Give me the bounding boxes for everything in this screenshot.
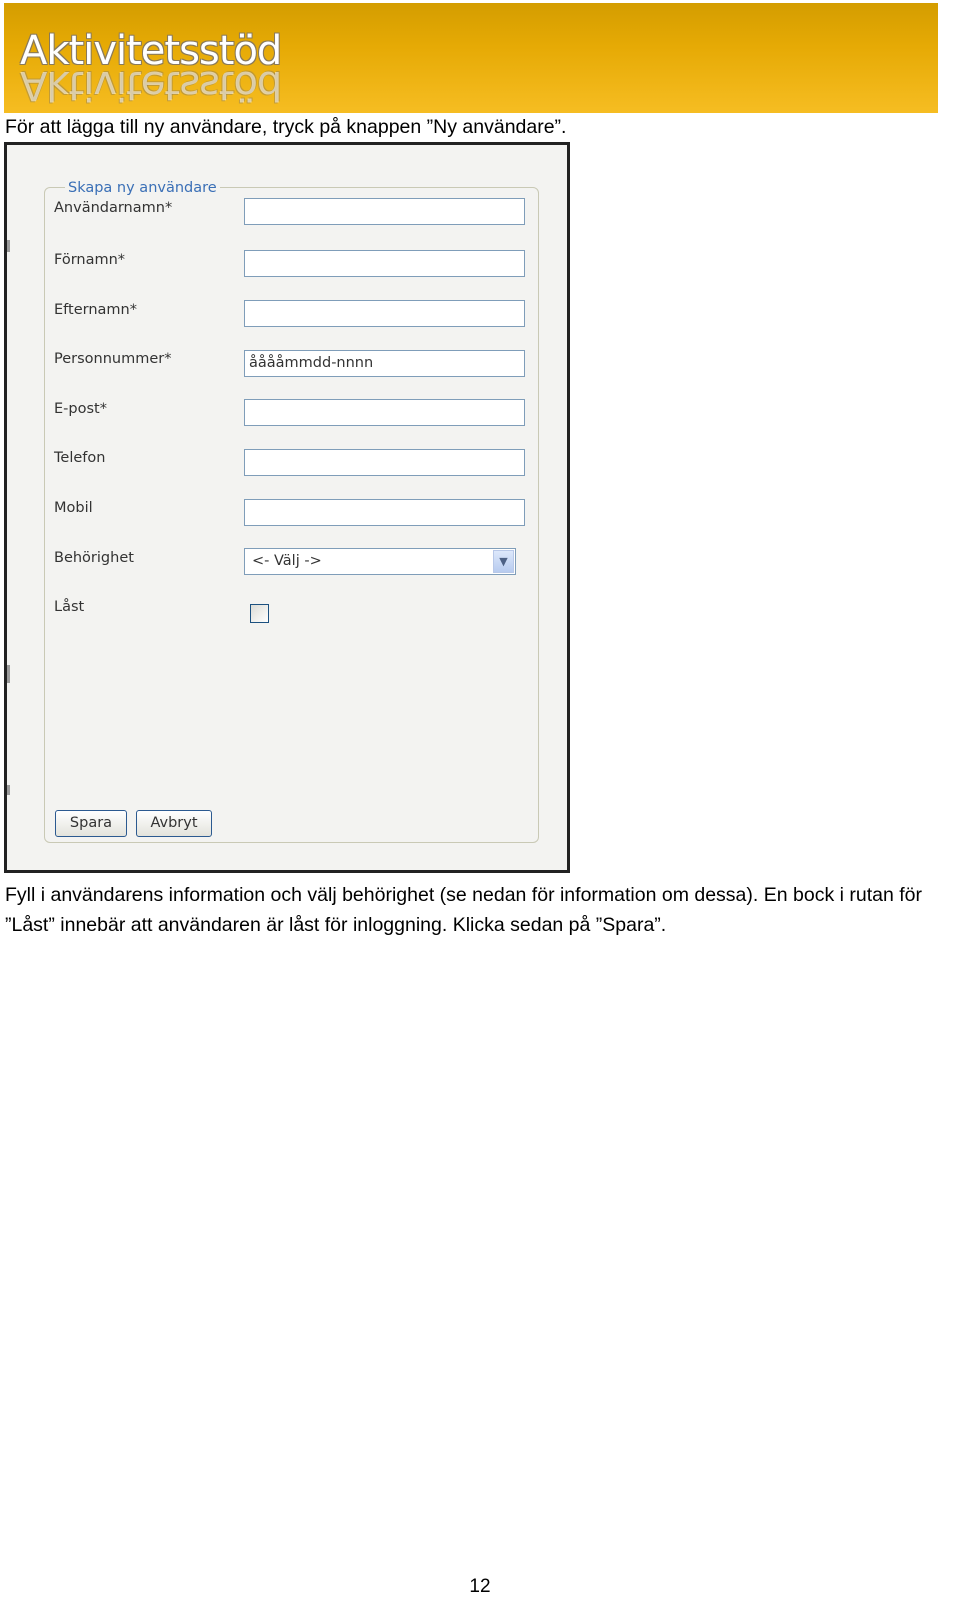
form-legend: Skapa ny användare [65, 180, 220, 196]
instructions-paragraph: Fyll i användarens information och välj behörighet (se nedan för information om dessa). En bock i rutan för ”Låst” innebär att användaren är låst för inloggning. Klicka sedan på ”Spara”. [5, 884, 922, 936]
logo-reflection: Aktivitetsstöd [20, 62, 282, 108]
firstname-input[interactable] [244, 250, 525, 277]
permission-label: Behörighet [54, 550, 134, 566]
chevron-down-icon[interactable]: ▼ [493, 550, 514, 573]
mobile-input[interactable] [244, 499, 525, 526]
edge-artifact [7, 240, 10, 252]
page-number: 12 [469, 1576, 491, 1597]
email-input[interactable] [244, 399, 525, 426]
intro-paragraph: För att lägga till ny användare, tryck på knappen ”Ny användare”. [5, 116, 567, 138]
locked-checkbox[interactable] [250, 604, 269, 623]
phone-label: Telefon [54, 450, 106, 466]
locked-label: Låst [54, 599, 85, 615]
edge-artifact [7, 665, 10, 683]
personnummer-label: Personnummer* [54, 351, 172, 367]
cancel-button[interactable]: Avbryt [136, 810, 212, 837]
save-button[interactable]: Spara [55, 810, 127, 837]
username-input[interactable] [244, 198, 525, 225]
mobile-label: Mobil [54, 500, 93, 516]
firstname-label: Förnamn* [54, 252, 126, 268]
phone-input[interactable] [244, 449, 525, 476]
form-screenshot [4, 142, 570, 873]
lastname-label: Efternamn* [54, 302, 137, 318]
logo-text: Aktivitetsstöd [20, 28, 282, 74]
email-label: E-post* [54, 401, 107, 417]
personnummer-input[interactable]: ååååmmdd-nnnn [244, 350, 525, 377]
permission-selected-value: <- Välj -> [252, 553, 322, 569]
lastname-input[interactable] [244, 300, 525, 327]
edge-artifact [7, 785, 10, 795]
username-label: Användarnamn* [54, 200, 173, 216]
header-banner [4, 3, 938, 113]
permission-select[interactable] [244, 548, 516, 575]
